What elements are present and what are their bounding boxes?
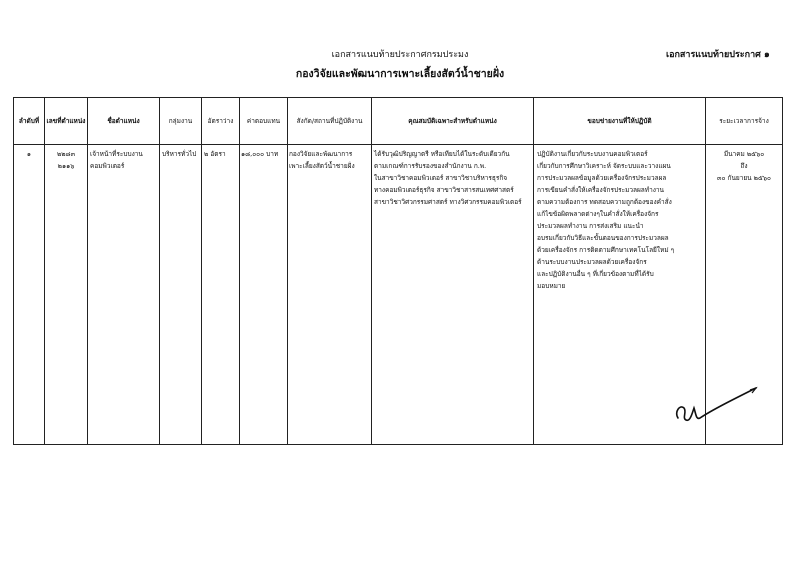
col-border	[239, 97, 240, 445]
row-qualifications: ได้รับวุฒิปริญญาตรี หรือเทียบได้ในระดับเดียวกัน ตามเกณฑ์การรับรองของสำนักงาน ก.พ. ในสาขาวิชาคอมพิวเตอร์ สาขาวิชาบริหารธุรกิจ ทางคอมพิวเตอร์ธุรกิจ สาขาวิชาสารสนเทศศาสตร์ สาขาวิชาวิศวกรรมศาสตร์ ทางวิศวกรรมคอมพิวเตอร์	[374, 150, 522, 206]
row-no: ๑	[26, 150, 32, 158]
col-border	[533, 97, 534, 445]
col-border	[87, 97, 88, 445]
header-position-number: เลขที่ตำแหน่ง	[46, 117, 86, 125]
header-vacancy: อัตราว่าง	[207, 117, 234, 125]
header-separator	[13, 144, 783, 145]
header-period: ระยะเวลาการจ้าง	[719, 117, 769, 125]
row-department: กองวิจัยและพัฒนาการ เพาะเลี้ยงสัตว์น้ำชายฝั่ง	[289, 150, 355, 170]
row-salary: ๑๘,๐๐๐ บาท	[241, 150, 279, 158]
header-qualifications: คุณสมบัติเฉพาะสำหรับตำแหน่ง	[408, 117, 497, 125]
table-bottom-border	[13, 444, 783, 445]
row-vacancy: ๒ อัตรา	[204, 150, 226, 158]
row-position-numbers: ๒๒๘๓ ๒๑๑๖	[56, 150, 76, 170]
header-position-name: ชื่อตำแหน่ง	[107, 117, 140, 125]
header-scope: ขอบข่ายงานที่ให้ปฏิบัติ	[587, 117, 652, 125]
table-top-border	[13, 97, 783, 98]
row-position-name: เจ้าหน้าที่ระบบงาน คอมพิวเตอร์	[90, 150, 143, 170]
row-group: บริหารทั่วไป	[162, 150, 197, 158]
col-border	[201, 97, 202, 445]
document-title: เอกสารแนบท้ายประกาศกรมประมง	[331, 50, 469, 60]
col-border	[371, 97, 372, 445]
col-border	[159, 97, 160, 445]
signature-icon	[672, 378, 758, 426]
header-salary: ค่าตอบแทน	[246, 117, 281, 125]
row-period: มีนาคม ๒๕๖๐ ถึง ๓๐ กันยายน ๒๕๖๐	[717, 150, 771, 182]
annex-label: เอกสารแนบท้ายประกาศ ๑	[666, 50, 770, 60]
row-scope: ปฏิบัติงานเกี่ยวกับระบบงานคอมพิวเตอร์ เกี่ยวกับการศึกษาวิเคราะห์ จัดระบบและวางแผน การประมวลผลข้อมูลด้วยเครื่องจักรประมวลผล การเขียนคำสั่งให้เครื่องจักรประมวลผลทำงาน ตามความต้องการ ทดสอบความถูกต้องของคำสั่ง แก้ไขข้อผิดพลาดต่างๆในคำสั่งให้เครื่องจักร ประมวลผลทำงาน การส่งเสริม แนะนำ อบรมเกี่ยวกับวิธีและขั้นตอนของการประมวลผล ด้วยเครื่องจักร การติดตามศึกษาเทคโนโลยีใหม่ ๆ ด้านระบบงานประมวลผลด้วยเครื่องจักร และปฏิบัติงานอื่น ๆ ที่เกี่ยวข้องตามที่ได้รับ มอบหมาย	[537, 150, 675, 290]
document-subtitle: กองวิจัยและพัฒนาการเพาะเลี้ยงสัตว์น้ำชายฝั่ง	[295, 68, 505, 80]
col-border	[287, 97, 288, 445]
header-department: สังกัด/สถานที่ปฏิบัติงาน	[296, 117, 363, 125]
header-group: กลุ่มงาน	[168, 117, 193, 125]
col-border	[782, 97, 783, 445]
header-no: ลำดับที่	[18, 117, 40, 125]
